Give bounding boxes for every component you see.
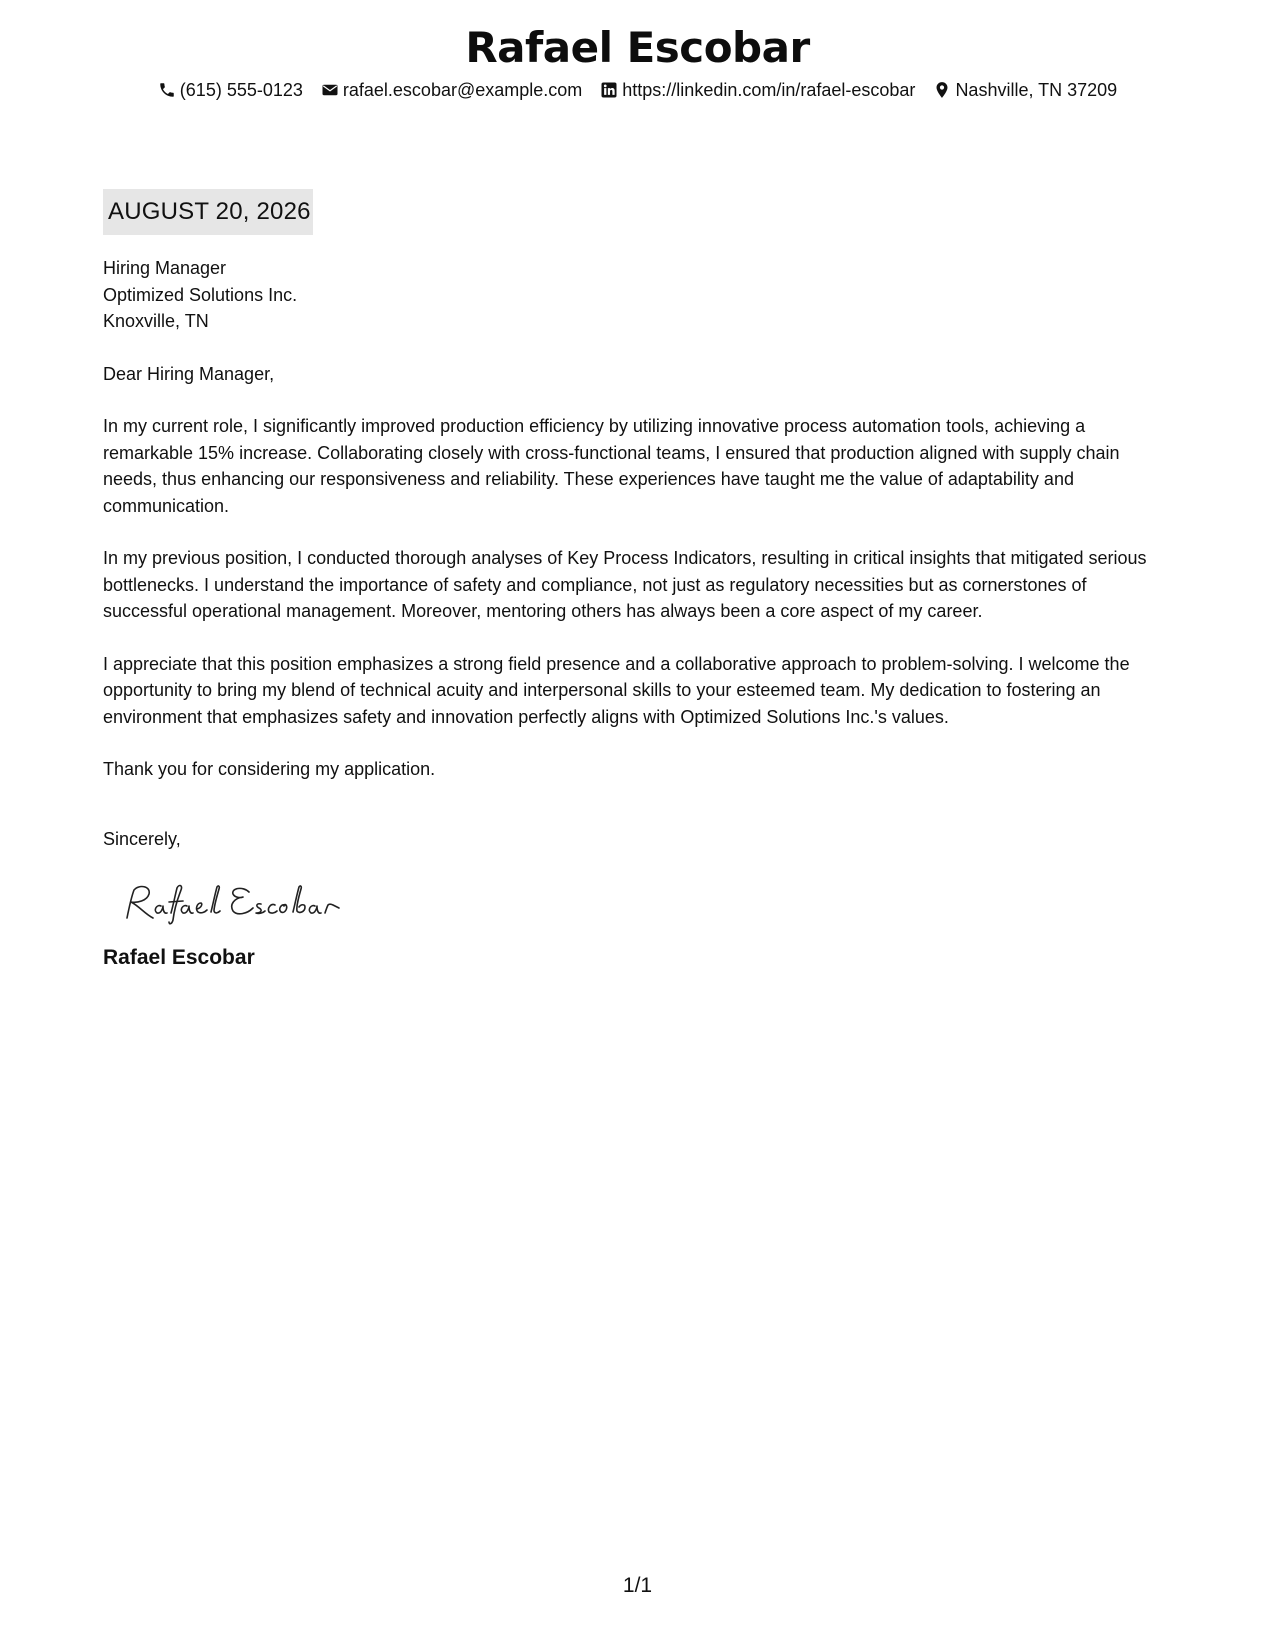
phone-text: (615) 555-0123 bbox=[179, 80, 303, 100]
body-paragraph bbox=[103, 651, 1173, 731]
contact-location bbox=[933, 78, 1117, 102]
linkedin-text: https://linkedin.com/in/rafael-escobar bbox=[622, 80, 916, 100]
recipient-block bbox=[103, 255, 1173, 335]
body-paragraph bbox=[103, 413, 1173, 519]
page-indicator: 1/1 bbox=[622, 1574, 653, 1597]
letter-header bbox=[0, 22, 1275, 102]
map-marker-icon bbox=[933, 81, 951, 99]
handwritten-signature bbox=[119, 880, 349, 928]
contact-bar bbox=[0, 78, 1275, 102]
email-text: rafael.escobar@example.com bbox=[342, 80, 583, 100]
phone-icon bbox=[158, 81, 176, 99]
recipient-title: Hiring Manager bbox=[103, 258, 227, 278]
location-text: Nashville, TN 37209 bbox=[955, 80, 1118, 100]
paragraph-text: In my previous position, I conducted thorough analyses of Key Process Indicators, resulting in critical insights that mitigated serious bottlenecks. I understand the importance of safety and compliance, not just as regulatory necessities but as cornerstones of successful operational management. Moreover, mentoring others has always been a core aspect of my career. bbox=[103, 548, 1147, 621]
linkedin-icon bbox=[600, 81, 618, 99]
letter-body bbox=[103, 189, 1173, 972]
applicant-name: Rafael Escobar bbox=[465, 23, 810, 72]
recipient-city: Knoxville, TN bbox=[103, 311, 209, 331]
thank-you-line: Thank you for considering my application. bbox=[103, 759, 436, 779]
envelope-icon bbox=[321, 81, 339, 99]
letter-date: AUGUST 20, 2026 bbox=[103, 189, 313, 235]
salutation: Dear Hiring Manager, bbox=[103, 363, 275, 384]
body-paragraph bbox=[103, 545, 1173, 625]
paragraph-text: In my current role, I significantly improved production efficiency by utilizing innovative process automation tools, achieving a remarkable 15% increase. Collaborating closely with cross-functional teams, I ensured that production aligned with supply chain needs, thus enhancing our responsiveness and reliability. These experiences have taught me the value of adaptability and communication. bbox=[103, 416, 1120, 516]
contact-email[interactable] bbox=[321, 78, 582, 102]
recipient-company: Optimized Solutions Inc. bbox=[103, 284, 298, 305]
contact-phone bbox=[158, 78, 303, 102]
contact-linkedin[interactable] bbox=[600, 78, 915, 102]
closing: Sincerely, bbox=[103, 828, 181, 849]
signer-name: Rafael Escobar bbox=[103, 946, 255, 969]
paragraph-text: I appreciate that this position emphasizes a strong field presence and a collaborative approach to problem-solving. I welcome the opportunity to bring my blend of technical acuity and interpersonal skills to your esteemed team. My dedication to fostering an environment that emphasizes safety and innovation perfectly aligns with Optimized Solutions Inc.'s values. bbox=[103, 653, 1130, 727]
